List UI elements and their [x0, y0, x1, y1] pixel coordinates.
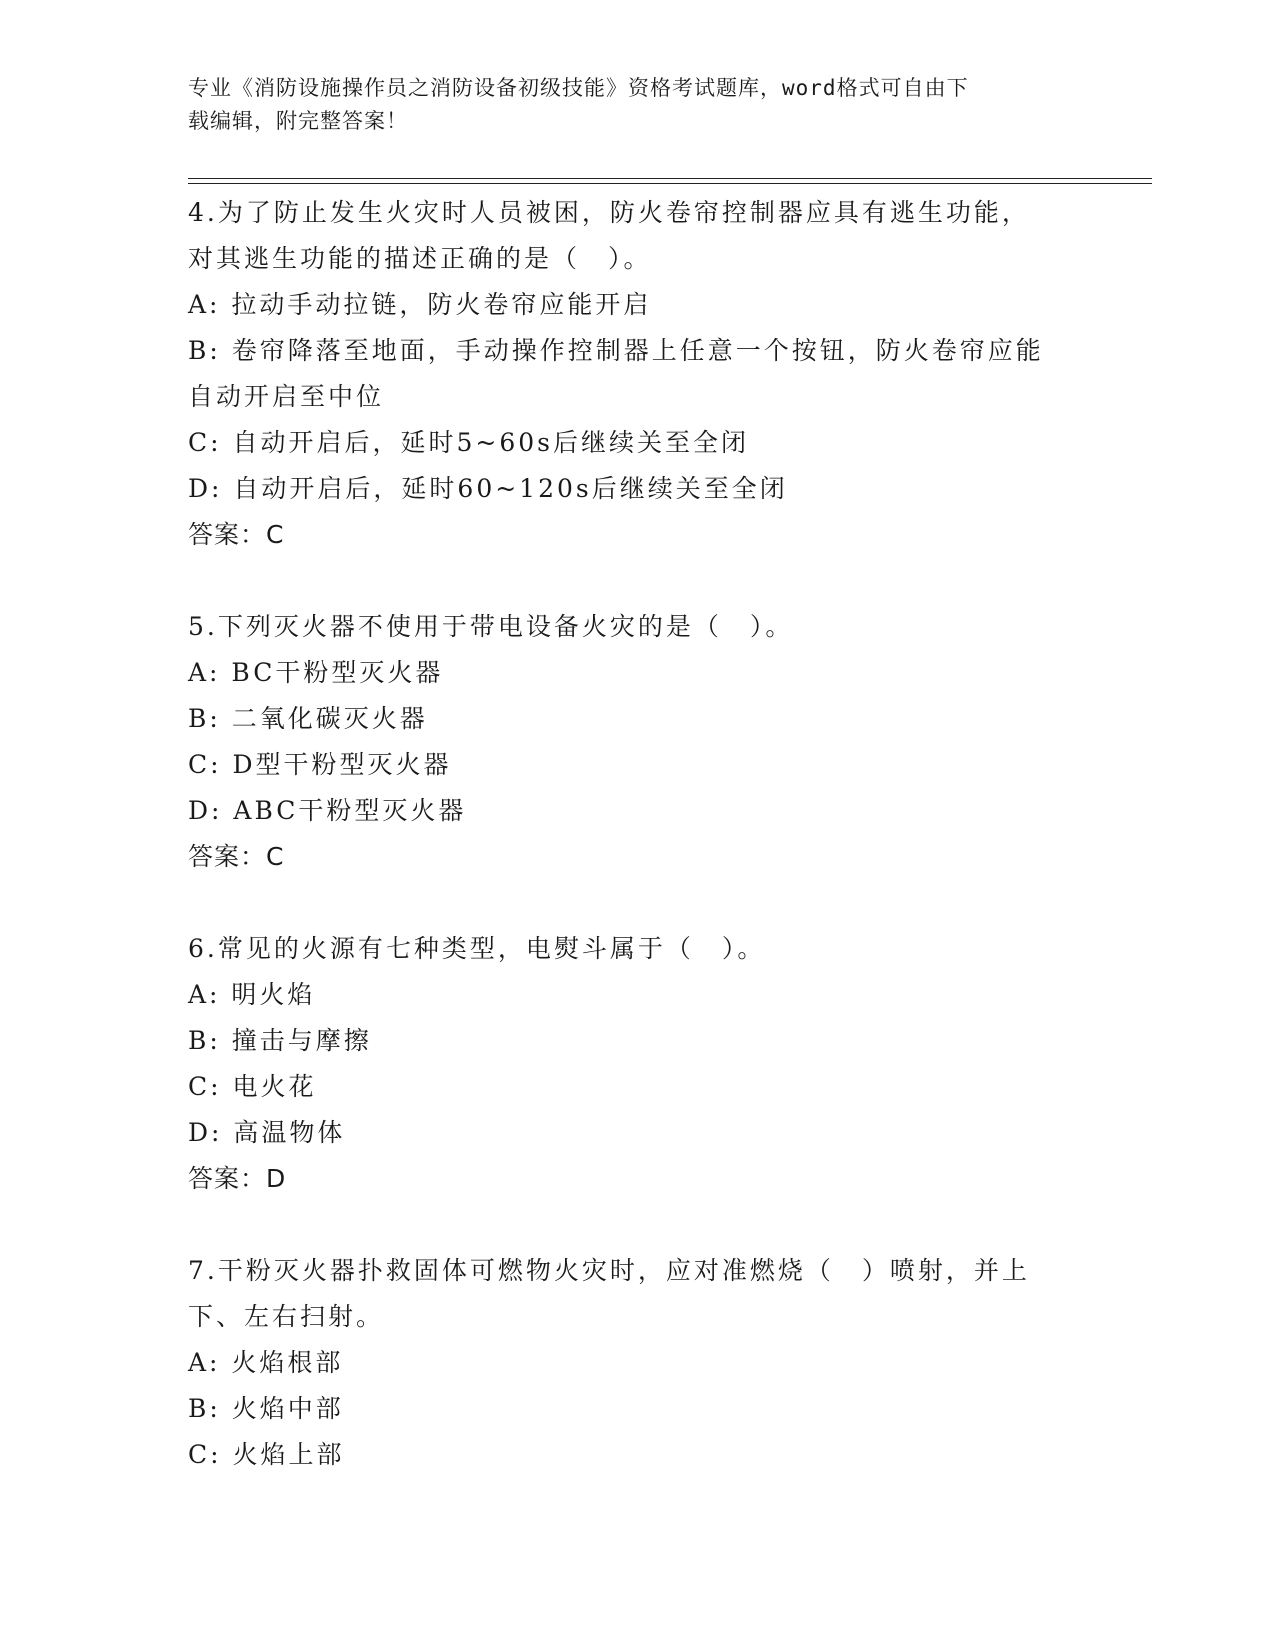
answer: 答案：C — [188, 520, 285, 549]
option-d: D: 自动开启后，延时60~120s后继续关至全闭 — [188, 474, 788, 503]
question-stem: 5.下列灭火器不使用于带电设备火灾的是（ ）。 — [188, 612, 794, 641]
document-header — [188, 72, 1068, 138]
option-a: A: 火焰根部 — [188, 1348, 344, 1377]
question-6 — [188, 926, 1088, 1202]
option-d: D: 高温物体 — [188, 1118, 346, 1147]
question-7 — [188, 1248, 1088, 1478]
answer: 答案：D — [188, 1164, 287, 1193]
option-a: A: 拉动手动拉链，防火卷帘应能开启 — [188, 290, 652, 319]
option-a: A: 明火焰 — [188, 980, 316, 1009]
option-c: C: 自动开启后，延时5~60s后继续关至全闭 — [188, 428, 749, 457]
option-b: B: 撞击与摩擦 — [188, 1026, 372, 1055]
header-line-2: 载编辑，附完整答案！ — [188, 109, 408, 133]
answer: 答案：C — [188, 842, 285, 871]
question-stem: 7.干粉灭火器扑救固体可燃物火灾时，应对准燃烧（ ）喷射，并上 — [188, 1256, 1030, 1285]
question-4 — [188, 190, 1088, 558]
option-d: D: ABC干粉型灭火器 — [188, 796, 467, 825]
header-divider-top — [188, 178, 1152, 179]
option-c: C: 火焰上部 — [188, 1440, 345, 1469]
question-stem: 对其逃生功能的描述正确的是（ ）。 — [188, 244, 652, 273]
question-stem: 4.为了防止发生火灾时人员被困，防火卷帘控制器应具有逃生功能， — [188, 198, 1030, 227]
option-a: A: BC干粉型灭火器 — [188, 658, 444, 687]
header-line-1: 专业《消防设施操作员之消防设备初级技能》资格考试题库，word格式可自由下 — [188, 76, 969, 100]
question-5 — [188, 604, 1088, 880]
header-divider-bottom — [188, 183, 1152, 184]
option-b: B: 火焰中部 — [188, 1394, 344, 1423]
option-b: B: 卷帘降落至地面，手动操作控制器上任意一个按钮，防火卷帘应能 — [188, 336, 1044, 365]
question-stem: 6.常见的火源有七种类型，电熨斗属于（ ）。 — [188, 934, 766, 963]
option-c: C: 电火花 — [188, 1072, 317, 1101]
question-stem: 下、左右扫射。 — [188, 1302, 385, 1331]
option-b-continued: 自动开启至中位 — [188, 382, 385, 411]
question-list — [188, 190, 1088, 1524]
option-b: B: 二氧化碳灭火器 — [188, 704, 428, 733]
option-c: C: D型干粉型灭火器 — [188, 750, 452, 779]
